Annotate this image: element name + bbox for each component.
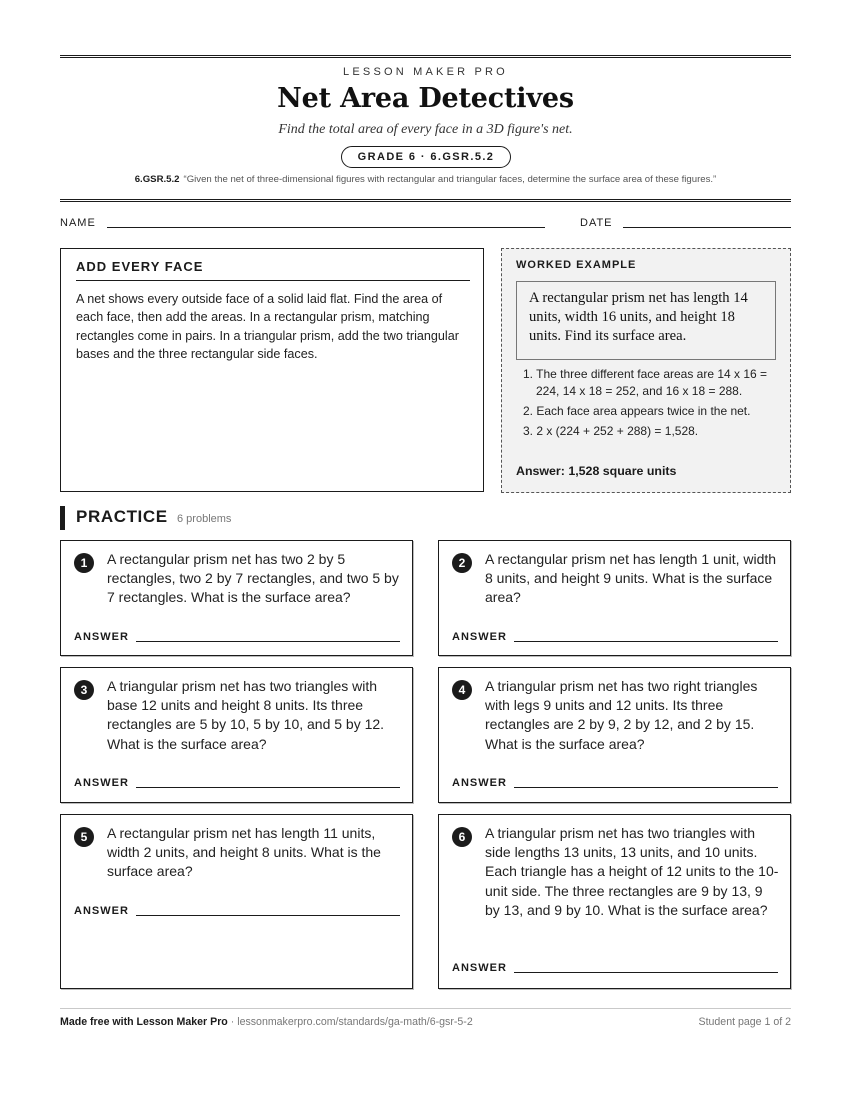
page-title: Net Area Detectives [277,83,574,114]
footer-made-with: Made free with Lesson Maker Pro [60,1016,228,1028]
answer-field[interactable] [136,915,400,916]
worked-example-step: 2. Each face area appears twice in the net. [523,404,751,418]
footer-page-number: Student page 1 of 2 [698,1016,791,1028]
answer-label: ANSWER [452,777,507,789]
grade-badge: GRADE 6 · 6.GSR.5.2 [341,146,511,168]
intro-box [60,248,484,492]
worked-example-steps [516,366,778,443]
worked-example-step: 1. The three different face areas are 14 x 16 = 224, 14 x 18 = 252, and 16 x 18 = 288. [523,367,768,398]
worked-example-box [501,248,791,493]
answer-field[interactable] [136,787,400,788]
answer-label: ANSWER [452,962,507,974]
problem-number: 4 [452,680,472,700]
problem-number: 3 [74,680,94,700]
standard-code: 6.GSR.5.2 [134,174,180,185]
header-top-rule [60,55,791,58]
problem-text: A triangular prism net has two right triangles with legs 9 units and 12 units. Its three rectangles are 2 by 9, 2 by 12, and 2 by 15. What is the surface area? [485,678,758,752]
answer-label: ANSWER [452,631,507,643]
problem-number: 2 [452,553,472,573]
worked-example-problem: A rectangular prism net has length 14 units, width 16 units, and height 18 units. Find its surface area. [516,281,776,360]
problem-text: A rectangular prism net has length 11 units, width 2 units, and height 8 units. What is the surface area? [107,825,381,880]
problem-number: 6 [452,827,472,847]
answer-label: ANSWER [74,777,129,789]
worked-example-step: 3. 2 x (224 + 252 + 288) = 1,528. [523,424,699,438]
problem-card-5 [60,814,413,989]
standard-text: “Given the net of three-dimensional figures with rectangular and triangular faces, determine the surface area of these figures.” [183,174,717,185]
worked-example-answer: Answer: 1,528 square units [516,464,677,478]
problem-text: A rectangular prism net has length 1 unit, width 8 units, and height 9 units. What is the surface area? [485,551,777,606]
answer-label: ANSWER [74,631,129,643]
intro-heading: ADD EVERY FACE [76,259,470,281]
worked-example-heading: WORKED EXAMPLE [516,259,637,271]
standard-statement [60,174,791,185]
date-label: DATE [580,217,613,229]
brand-name: LESSON MAKER PRO [343,66,508,78]
footer-url[interactable]: · lessonmakerpro.com/standards/ga-math/6-gsr-5-2 [227,1016,473,1028]
answer-field[interactable] [514,787,778,788]
name-label: NAME [60,217,96,229]
problem-text: A triangular prism net has two triangles with base 12 units and height 8 units. Its three rectangles are 5 by 10, 5 by 10, and 5 by 12. What is the surface area? [107,678,385,752]
intro-text: A net shows every outside face of a solid laid flat. Find the area of each face, then add the areas. In a rectangular prism, matching rectangles come in pairs. In a triangular prism, add the two triangular bases and the three rectangular side faces. [76,292,459,361]
problem-card-6 [438,814,791,989]
answer-label: ANSWER [74,905,129,917]
header-bottom-rule [60,199,791,202]
problem-card-4 [438,667,791,803]
problem-text: A triangular prism net has two triangles with side lengths 13 units, 13 units, and 10 units. Each triangle has a height of 12 units to the 10-unit side. The three rectangles are 9 by 13, 9 by 13, and 9 by 10. What is the surface area? [485,825,779,918]
answer-field[interactable] [514,972,778,973]
name-field[interactable] [107,227,545,228]
problem-card-3 [60,667,413,803]
answer-field[interactable] [514,641,778,642]
problem-text: A rectangular prism net has two 2 by 5 rectangles, two 2 by 7 rectangles, and two 5 by 7 rectangles. What is the surface area? [107,551,399,606]
practice-count: 6 problems [177,513,232,525]
footer-credit [60,1016,473,1028]
answer-field[interactable] [136,641,400,642]
page-subtitle: Find the total area of every face in a 3D figure's net. [278,122,573,137]
footer-rule [60,1008,791,1009]
problem-card-1 [60,540,413,656]
date-field[interactable] [623,227,791,228]
problem-number: 5 [74,827,94,847]
problem-number: 1 [74,553,94,573]
practice-accent-bar [60,506,65,530]
problem-card-2 [438,540,791,656]
practice-title: PRACTICE [76,507,168,526]
